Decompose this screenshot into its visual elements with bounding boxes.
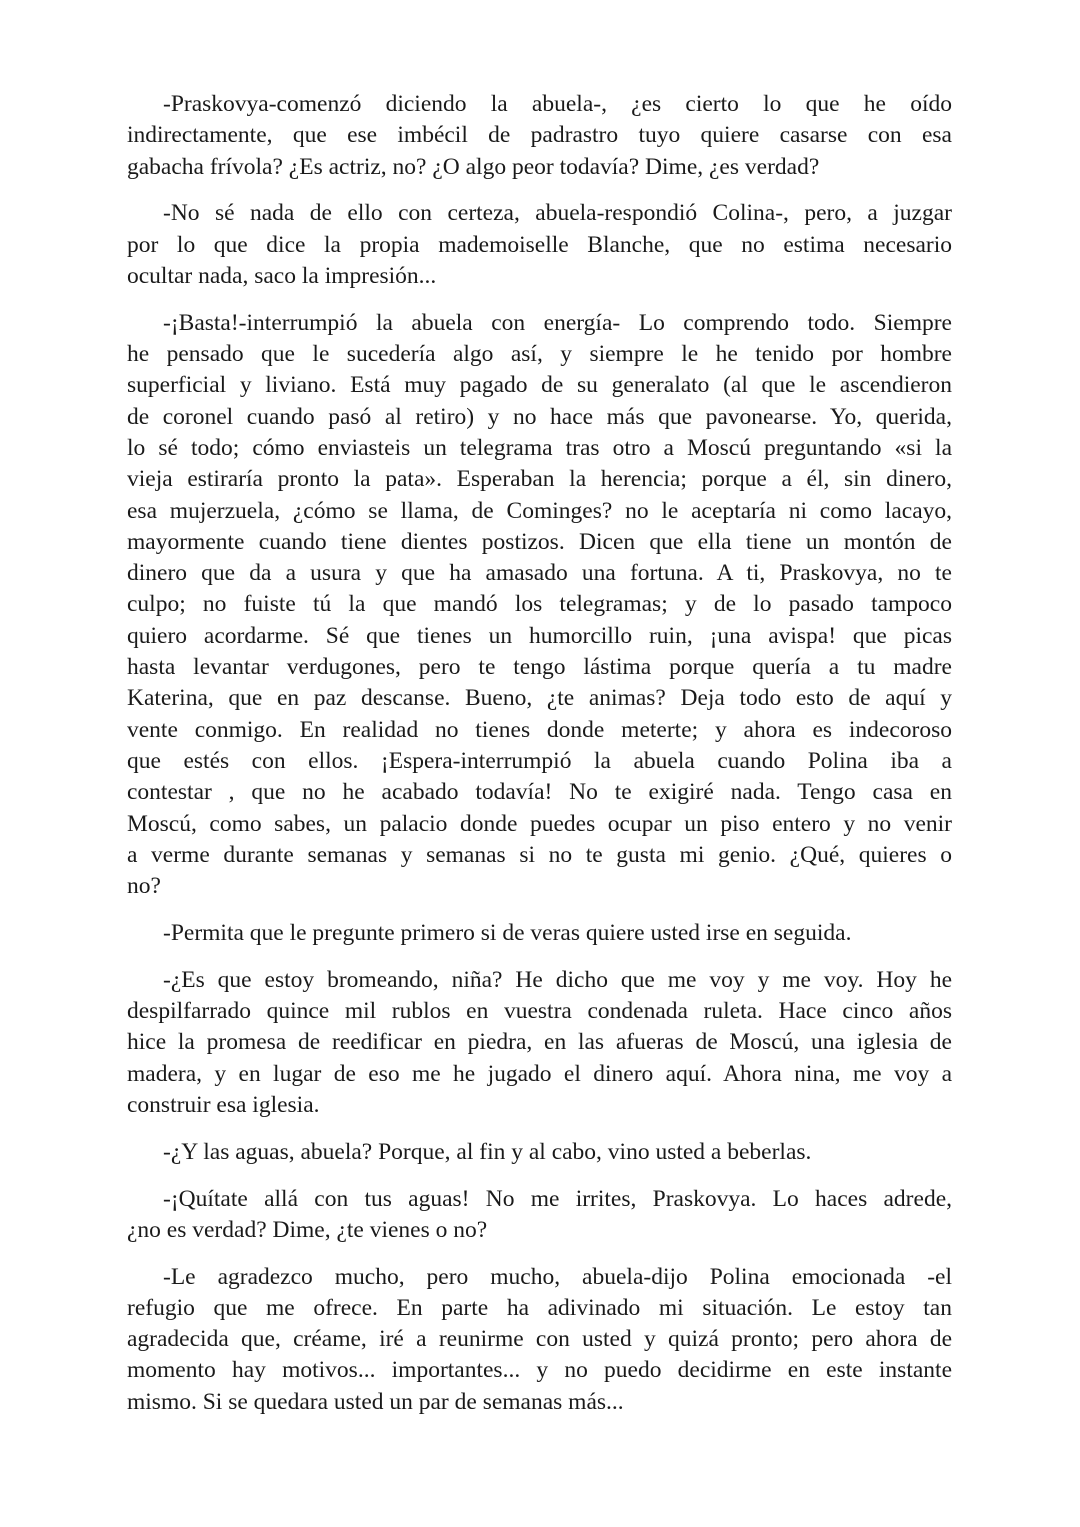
text-line: -¡Quítate allá con tus aguas! No me irrites, Praskovya. Lo haces adrede, <box>163 1185 952 1212</box>
text-line: hice la promesa de reedificar en piedra, en las afueras de Moscú, una iglesia de <box>127 1029 952 1056</box>
text-line: he pensado que le sucedería algo así, y siempre le he tenido por hombre <box>127 341 952 368</box>
text-line: contestar , que no he acabado todavía! No te exigiré nada. Tengo casa en <box>127 779 952 806</box>
text-line: superficial y liviano. Está muy pagado de su generalato (al que le ascendieron <box>127 372 952 399</box>
text-line: ¿no es verdad? Dime, ¿te vienes o no? <box>127 1216 488 1243</box>
text-line: ocultar nada, saco la impresión... <box>127 262 437 289</box>
text-line: Moscú, como sabes, un palacio donde puedes ocupar un piso entero y no venir <box>127 810 952 837</box>
text-line: agradecida que, créame, iré a reunirme con usted y quizá pronto; pero ahora de <box>127 1326 952 1353</box>
text-line: momento hay motivos... importantes... y no puedo decidirme en este instante <box>127 1357 952 1384</box>
text-line: a verme durante semanas y semanas si no te gusta mi genio. ¿Qué, quieres o <box>127 841 952 868</box>
text-line: -¿Y las aguas, abuela? Porque, al fin y al cabo, vino usted a beberlas. <box>163 1138 812 1165</box>
text-line: madera, y en lugar de eso me he jugado el dinero aquí. Ahora nina, me voy a <box>127 1060 952 1087</box>
text-line: no? <box>127 873 161 900</box>
paragraph <box>127 308 952 903</box>
text-line: indirectamente, que ese imbécil de padrastro tuyo quiere casarse con esa <box>127 122 952 149</box>
text-line: -¡Basta!-interrumpió la abuela con energía- Lo comprendo todo. Siempre <box>163 309 952 336</box>
text-line: construir esa iglesia. <box>127 1091 320 1118</box>
text-line: de coronel cuando pasó al retiro) y no hace más que pavonearse. Yo, querida, <box>127 403 952 430</box>
paragraph <box>127 198 952 292</box>
paragraph <box>127 1262 952 1418</box>
document-page <box>127 89 952 1434</box>
text-line: refugio que me ofrece. En parte ha adivinado mi situación. Le estoy tan <box>127 1294 952 1321</box>
paragraph <box>127 965 952 1121</box>
text-line: esa mujerzuela, ¿cómo se llama, de Cominges? no le aceptaría ni como lacayo, <box>127 497 952 524</box>
text-line: -Le agradezco mucho, pero mucho, abuela-dijo Polina emocionada -el <box>163 1263 952 1290</box>
text-line: -¿Es que estoy bromeando, niña? He dicho que me voy y me voy. Hoy he <box>163 966 952 993</box>
text-line: lo sé todo; cómo enviasteis un telegrama tras otro a Moscú preguntando «si la <box>127 434 952 461</box>
text-line: vente conmigo. En realidad no tienes donde meterte; y ahora es indecoroso <box>127 716 952 743</box>
text-line: despilfarrado quince mil rublos en vuestra condenada ruleta. Hace cinco años <box>127 998 952 1025</box>
text-line: Katerina, que en paz descanse. Bueno, ¿te animas? Deja todo esto de aquí y <box>127 685 952 712</box>
text-line: dinero que da a usura y que ha amasado una fortuna. A ti, Praskovya, no te <box>127 560 952 587</box>
text-line: -Praskovya-comenzó diciendo la abuela-, ¿es cierto lo que he oído <box>163 91 952 117</box>
text-line: por lo que dice la propia mademoiselle Blanche, que no estima necesario <box>127 231 952 258</box>
text-line: mayormente cuando tiene dientes postizos. Dicen que ella tiene un montón de <box>127 528 952 555</box>
text-line: -Permita que le pregunte primero si de veras quiere usted irse en seguida. <box>163 919 852 946</box>
paragraph <box>127 1137 952 1168</box>
text-line: que estés con ellos. ¡Espera-interrumpió la abuela cuando Polina iba a <box>127 747 952 774</box>
text-line: quiero acordarme. Sé que tienes un humorcillo ruin, ¡una avispa! que picas <box>127 622 952 649</box>
text-line: hasta levantar verdugones, pero te tengo lástima porque quería a tu madre <box>127 654 952 681</box>
text-line: -No sé nada de ello con certeza, abuela-respondió Colina-, pero, a juzgar <box>163 200 952 227</box>
text-line: mismo. Si se quedara usted un par de semanas más... <box>127 1388 624 1415</box>
paragraph <box>127 918 952 949</box>
text-line: culpo; no fuiste tú la que mandó los telegramas; y de lo pasado tampoco <box>127 591 952 618</box>
paragraph <box>127 89 952 183</box>
text-line: gabacha frívola? ¿Es actriz, no? ¿O algo peor todavía? Dime, ¿es verdad? <box>127 153 820 180</box>
text-line: vieja estiraría pronto la pata». Esperaban la herencia; porque a él, sin dinero, <box>127 466 952 493</box>
paragraph <box>127 1184 952 1247</box>
